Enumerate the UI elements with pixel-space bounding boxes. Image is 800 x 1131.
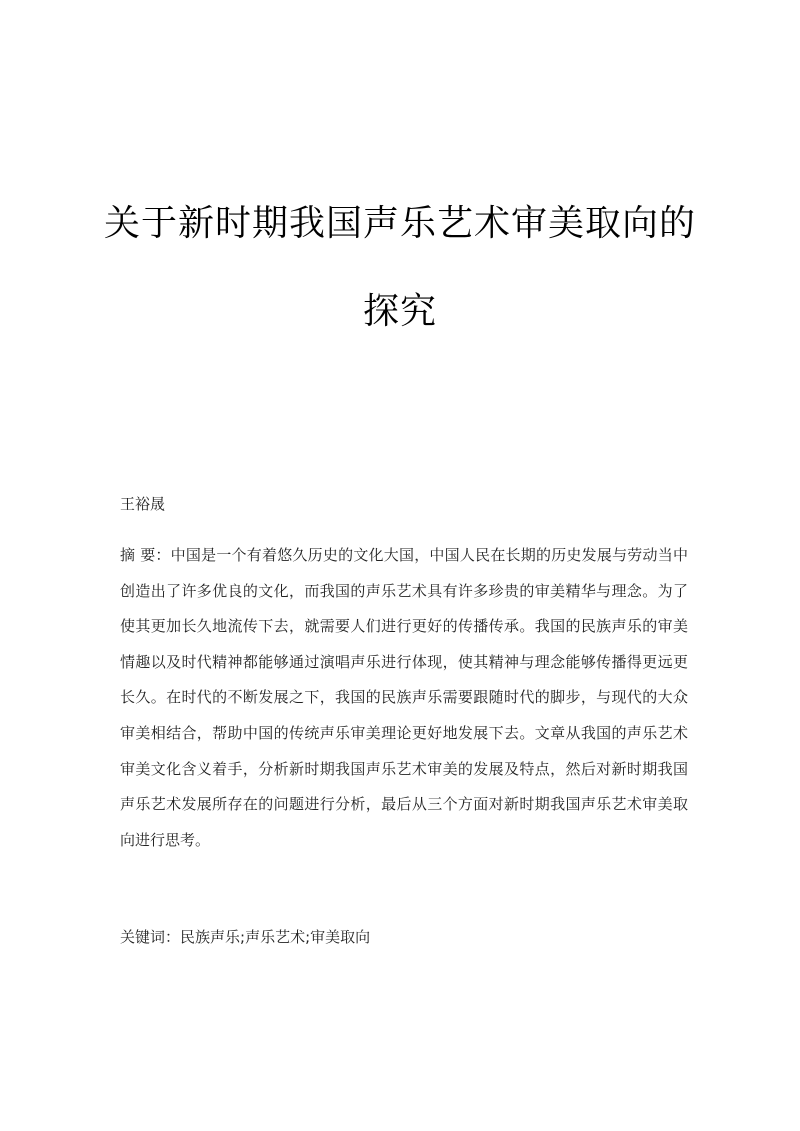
- abstract-text: 中国是一个有着悠久历史的文化大国，中国人民在长期的历史发展与劳动当中创造出了许多优良的文化，而我国的声乐艺术具有许多珍贵的审美精华与理念。为了使其更加长久地流传下去，就需要人们进行更好的传播传承。我国的民族声乐的审美情趣以及时代精神都能够通过演唱声乐进行体现，使其精神与理念能够传播得更远更长久。在时代的不断发展之下，我国的民族声乐需要跟随时代的脚步，与现代的大众审美相结合，帮助中国的传统声乐审美理论更好地发展下去。文章从我国的声乐艺术审美文化含义着手，分析新时期我国声乐艺术审美的发展及特点，然后对新时期我国声乐艺术发展所存在的问题进行分析，最后从三个方面对新时期我国声乐艺术审美取向进行思考。: [120, 546, 688, 849]
- abstract-paragraph: [120, 538, 688, 858]
- abstract-label: 摘 要：: [120, 546, 171, 564]
- keywords-line: [120, 925, 370, 949]
- keywords-label: 关键词：: [120, 928, 181, 946]
- paper-title: 关于新时期我国声乐艺术审美取向的探究: [103, 203, 696, 332]
- author-name: 王裕晟: [120, 495, 166, 513]
- keywords-text: 民族声乐;声乐艺术;审美取向: [180, 928, 371, 946]
